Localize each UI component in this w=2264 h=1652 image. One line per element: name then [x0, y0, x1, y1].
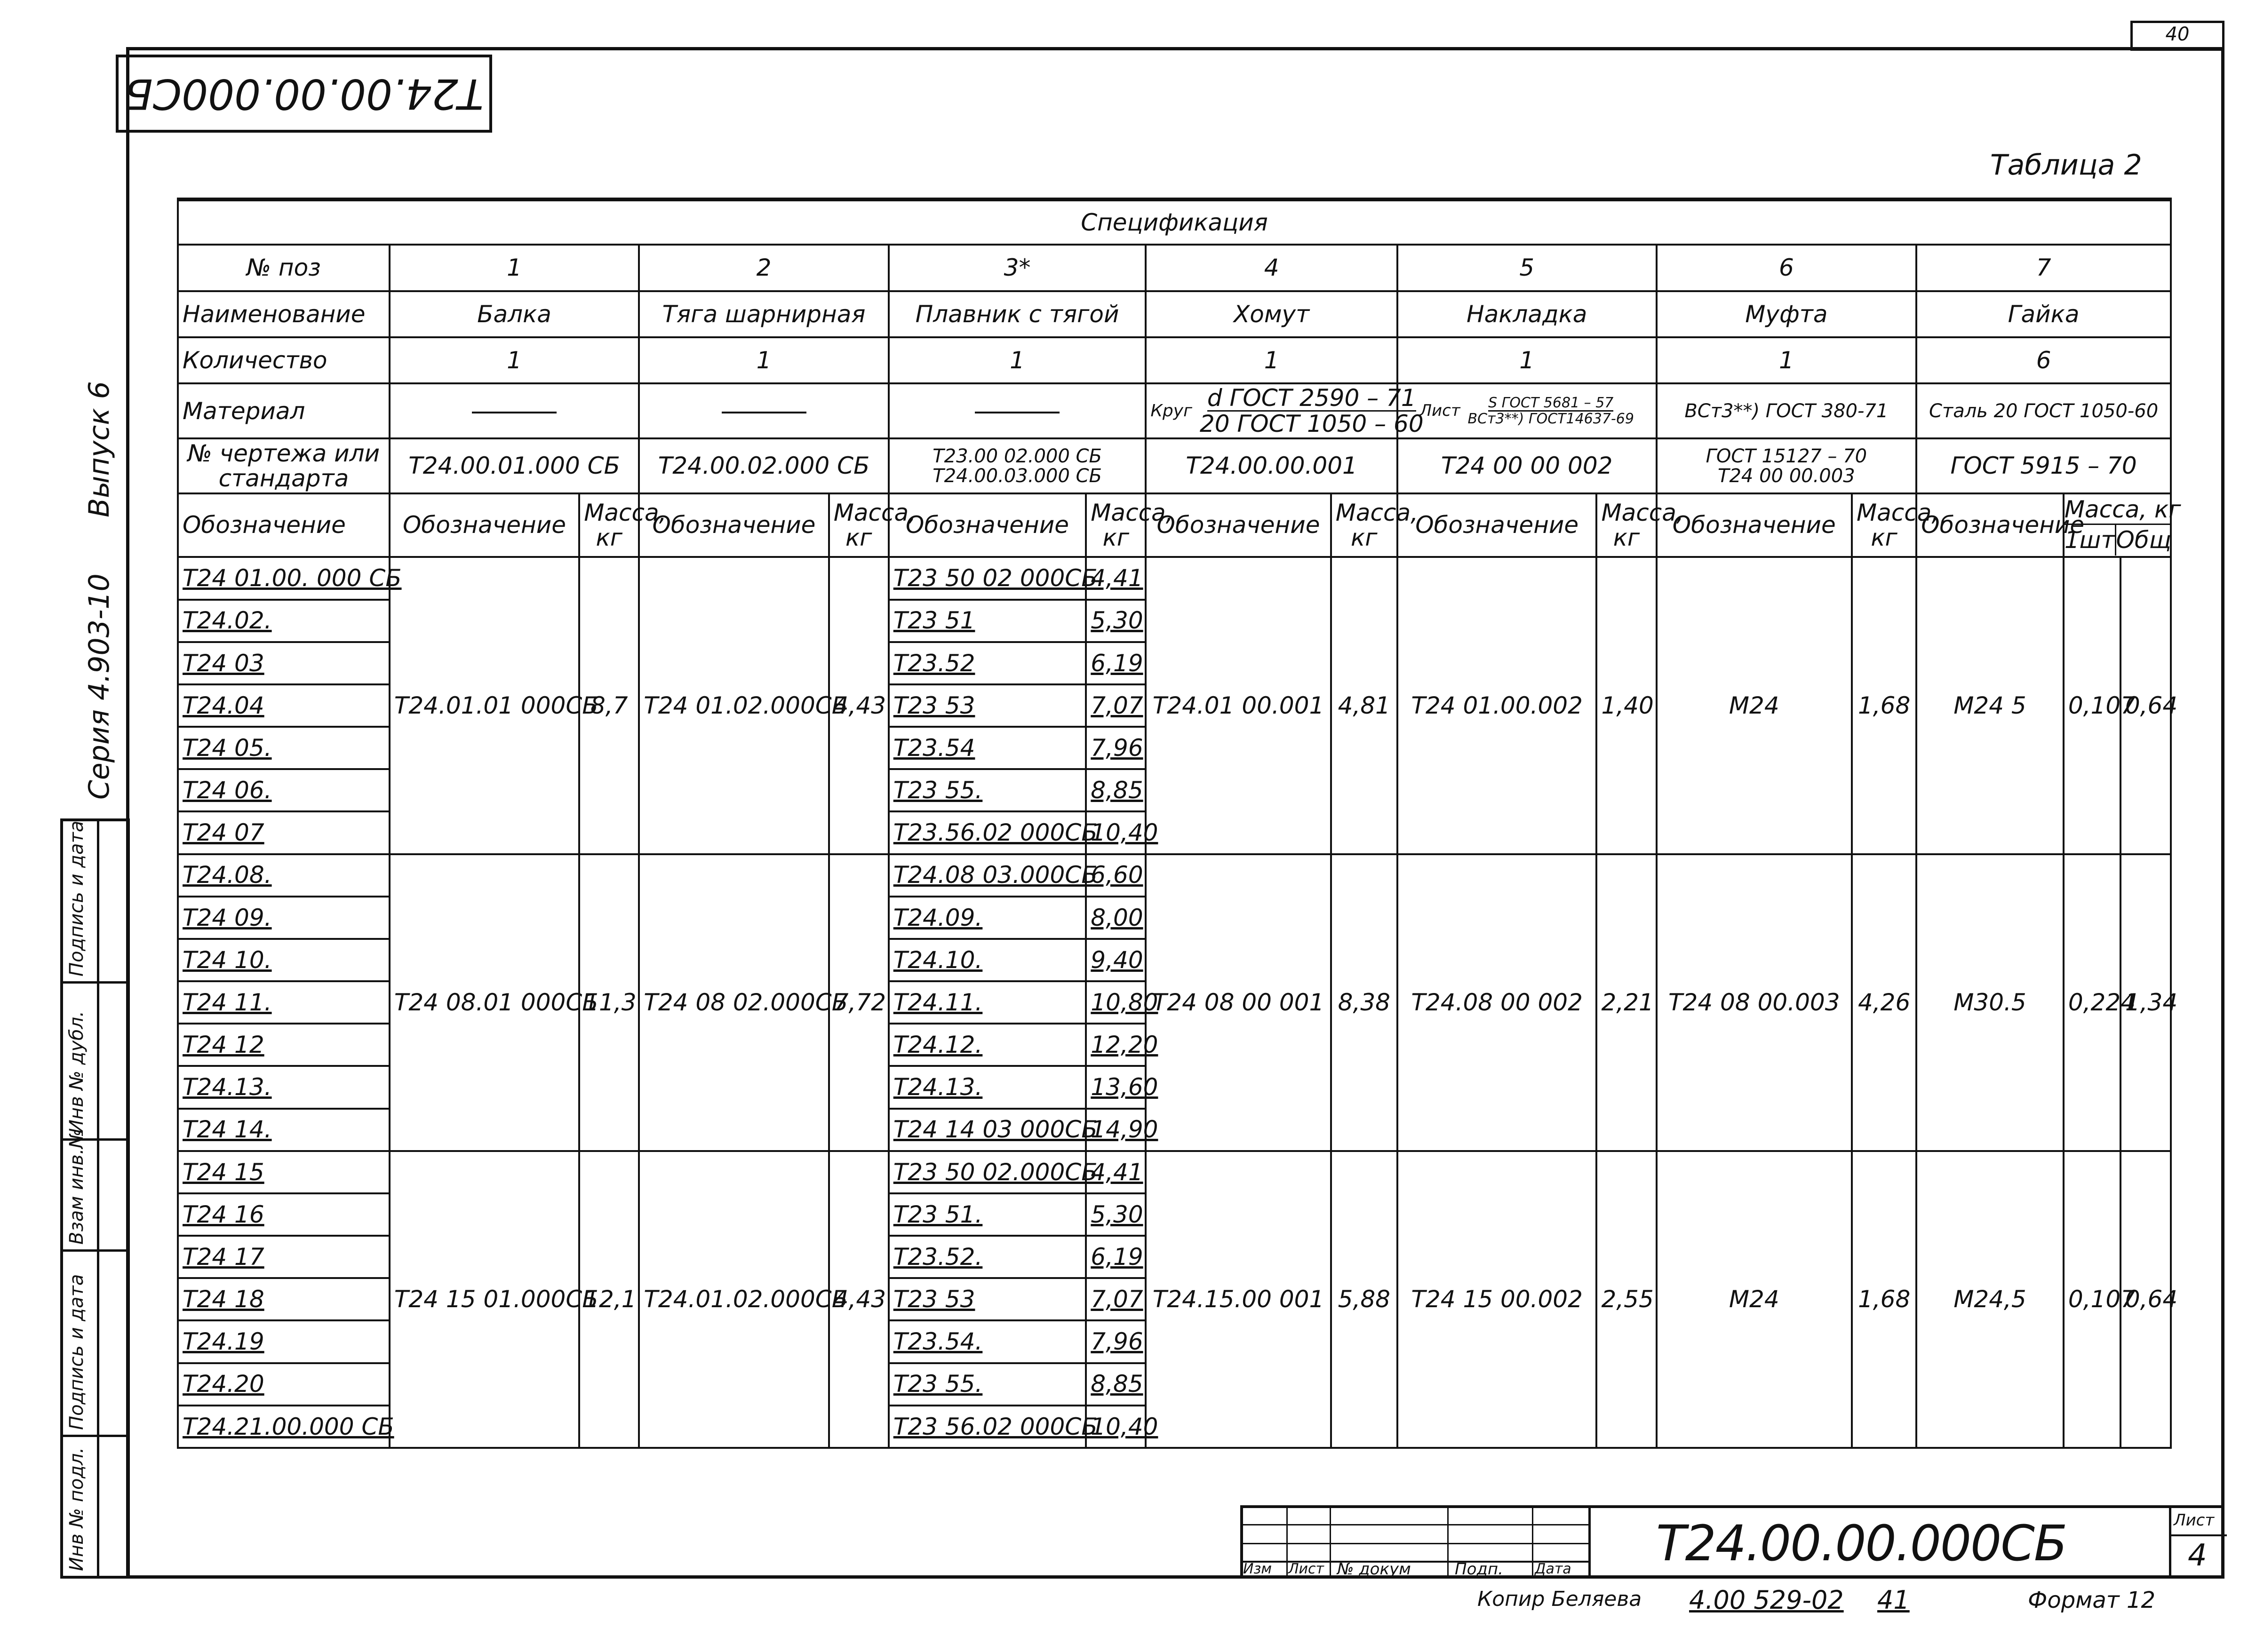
sub-des-4: Обозначение: [1146, 493, 1331, 557]
sub-mass-7: [2064, 493, 2181, 557]
p3-mass: 13,60: [1086, 1066, 1146, 1108]
qty-5: 1: [1397, 337, 1657, 383]
p3-mass: 7,07: [1086, 684, 1146, 727]
p3-designation: Т23 50 02.000СБ: [889, 1151, 1086, 1193]
p3-designation: Т24.12.: [889, 1024, 1086, 1066]
row-label-drawing: № чертежа или стандарта: [178, 438, 390, 493]
assembly-designation: Т24 09.: [178, 897, 390, 939]
sub-des-5: Обозначение: [1397, 493, 1597, 557]
assembly-designation: Т24.20: [178, 1363, 390, 1406]
material-4: [1146, 383, 1424, 438]
p2-designation: Т24 08 02.000СБ: [639, 854, 829, 1151]
drawing-4: Т24.00.00.001: [1146, 438, 1397, 493]
table-caption: Таблица 2: [1990, 149, 2142, 182]
page-number: 40: [2165, 24, 2190, 45]
table-row: [178, 557, 2171, 599]
p3-mass: 8,85: [1086, 1363, 1146, 1406]
material-4-prefix: Круг: [1150, 401, 1192, 421]
p3-designation: Т23 53: [889, 684, 1086, 727]
sub-mass-7-label: Масса, кг: [2065, 495, 2170, 525]
p7-mass-one: 0,107: [2064, 557, 2121, 854]
sub-des-6: Обозначение: [1657, 493, 1852, 557]
name-2: Тяга шарнирная: [639, 291, 888, 337]
table-row: [178, 854, 2171, 897]
assembly-designation: Т24 05.: [178, 727, 390, 769]
qty-3: 1: [889, 337, 1146, 383]
p3-designation: Т23.52: [889, 642, 1086, 684]
p3-mass: 6,60: [1086, 854, 1146, 897]
p2-designation: Т24.01.02.000СБ: [639, 1151, 829, 1448]
name-7: Гайка: [1916, 291, 2171, 337]
doc-ref-sub: 41: [1877, 1585, 1910, 1615]
p3-mass: 6,19: [1086, 642, 1146, 684]
drawing-3-b: Т24.00.03.000 СБ: [933, 465, 1102, 487]
side-field-replace-inv: Взам инв.№: [66, 1128, 88, 1245]
tb-label-list: Лист: [1288, 1561, 1324, 1577]
side-field-sign-2: Подпись и дата: [66, 820, 88, 977]
p7-designation: М24 5: [1916, 557, 2064, 854]
sub-des-2: Обозначение: [639, 493, 829, 557]
qty-4: 1: [1146, 337, 1397, 383]
p3-designation: Т23 50 02 000СБ: [889, 557, 1086, 599]
drawing-6-a: ГОСТ 15127 – 70: [1706, 445, 1867, 467]
p2-mass: 4,43: [829, 1151, 889, 1448]
p3-mass: 7,96: [1086, 1320, 1146, 1363]
row-label-name: Наименование: [178, 291, 390, 337]
p6-mass: 1,68: [1852, 557, 1916, 854]
p3-designation: Т23.54: [889, 727, 1086, 769]
doc-ref: 4.00 529-02: [1689, 1585, 1844, 1615]
row-label-material: Материал: [178, 383, 390, 438]
p3-mass: 9,40: [1086, 939, 1146, 981]
p1-designation: Т24 15 01.000СБ: [390, 1151, 579, 1448]
p1-mass: 8,7: [579, 557, 639, 854]
p4-designation: Т24.15.00 001: [1146, 1151, 1331, 1448]
p3-mass: 8,85: [1086, 769, 1146, 811]
qty-6: 1: [1657, 337, 1917, 383]
assembly-designation: Т24.21.00.000 СБ: [178, 1406, 390, 1448]
drawing-3-a: Т23.00 02.000 СБ: [933, 445, 1102, 467]
tb-label-date: Дата: [1535, 1561, 1571, 1577]
p3-mass: 12,20: [1086, 1024, 1146, 1066]
material-6: ВСт3**) ГОСТ 380-71: [1657, 383, 1917, 438]
material-4-top: d ГОСТ 2590 – 71: [1207, 384, 1416, 412]
p3-designation: Т24.10.: [889, 939, 1086, 981]
name-6: Муфта: [1657, 291, 1917, 337]
pos-1: 1: [390, 245, 639, 291]
drawing-5: Т24 00 00 002: [1397, 438, 1657, 493]
sub-mass-4: Масса, кг: [1331, 493, 1397, 557]
assembly-designation: Т24 01.00. 000 СБ: [178, 557, 390, 599]
assembly-designation: Т24.04: [178, 684, 390, 727]
sub-des-3: Обозначение: [889, 493, 1086, 557]
material-5-bottom: ВСт3**) ГОСТ14637-69: [1467, 411, 1634, 428]
assembly-designation: Т24 12: [178, 1024, 390, 1066]
p3-designation: Т23 56.02 000СБ: [889, 1406, 1086, 1448]
p7-mass-total: 0,64: [2121, 1151, 2171, 1448]
p2-designation: Т24 01.02.000СБ: [639, 557, 829, 854]
sheet-number: 4: [2188, 1538, 2207, 1573]
p3-mass: 7,96: [1086, 727, 1146, 769]
pos-5: 5: [1397, 245, 1657, 291]
assembly-designation: Т24.13.: [178, 1066, 390, 1108]
p3-mass: 4,41: [1086, 557, 1146, 599]
material-5-top: S ГОСТ 5681 – 57: [1488, 394, 1614, 411]
p5-mass: 1,40: [1596, 557, 1656, 854]
tb-label-izm: Изм: [1243, 1561, 1272, 1577]
assembly-designation: Т24 11.: [178, 981, 390, 1024]
row-label-designation: Обозначение: [178, 493, 390, 557]
p4-mass: 4,81: [1331, 557, 1397, 854]
p5-mass: 2,55: [1596, 1151, 1656, 1448]
series-label: Серия 4.903-10: [83, 573, 116, 800]
drawing-6-b: Т24 00 00.003: [1718, 465, 1855, 487]
p3-mass: 7,07: [1086, 1278, 1146, 1320]
sub-des-7: Обозначение: [1916, 493, 2064, 557]
p5-designation: Т24 15 00.002: [1397, 1151, 1597, 1448]
sub-mass-6: Масса, кг: [1852, 493, 1916, 557]
assembly-designation: Т24.02.: [178, 600, 390, 642]
assembly-designation: Т24 14.: [178, 1109, 390, 1151]
p2-mass: 4,43: [829, 557, 889, 854]
drawing-1: Т24.00.01.000 СБ: [390, 438, 639, 493]
drawing-3: [889, 438, 1146, 493]
copied-by: Копир Беляева: [1477, 1587, 1642, 1611]
format-label: Формат 12: [2028, 1587, 2156, 1613]
p6-designation: М24: [1657, 557, 1852, 854]
p7-designation: М24,5: [1916, 1151, 2064, 1448]
p3-mass: 4,41: [1086, 1151, 1146, 1193]
p3-designation: Т23 51: [889, 600, 1086, 642]
p7-mass-total: 1,34: [2121, 854, 2171, 1151]
p2-mass: 7,72: [829, 854, 889, 1151]
p3-mass: 5,30: [1086, 1193, 1146, 1236]
side-field-inv-dup: Инв № дубл.: [66, 1011, 88, 1134]
assembly-designation: Т24 18: [178, 1278, 390, 1320]
p3-designation: Т24.09.: [889, 897, 1086, 939]
qty-1: 1: [390, 337, 639, 383]
p3-designation: Т23 55.: [889, 1363, 1086, 1406]
p5-mass: 2,21: [1596, 854, 1656, 1151]
group-rows: [178, 557, 2178, 1448]
sub-mass-7-total: Общ: [2116, 526, 2171, 554]
p3-mass: 10,40: [1086, 811, 1146, 854]
p7-designation: М30.5: [1916, 854, 2064, 1151]
pos-4: 4: [1146, 245, 1397, 291]
assembly-designation: Т24 07: [178, 811, 390, 854]
assembly-designation: Т24 16: [178, 1193, 390, 1236]
p3-designation: Т24 14 03 000СБ: [889, 1109, 1086, 1151]
p3-designation: Т23.54.: [889, 1320, 1086, 1363]
material-5-prefix: Лист: [1419, 401, 1460, 420]
p4-designation: Т24.01 00.001: [1146, 557, 1331, 854]
p3-designation: Т23.56.02 000СБ: [889, 811, 1086, 854]
p1-mass: 12,1: [579, 1151, 639, 1448]
assembly-designation: Т24 06.: [178, 769, 390, 811]
material-2-dash: [639, 383, 888, 438]
p3-designation: Т23 55.: [889, 769, 1086, 811]
pos-2: 2: [639, 245, 888, 291]
assembly-designation: Т24 15: [178, 1151, 390, 1193]
p3-mass: 5,30: [1086, 600, 1146, 642]
p3-designation: Т23 53: [889, 1278, 1086, 1320]
material-1-dash: [390, 383, 639, 438]
name-1: Балка: [390, 291, 639, 337]
sub-mass-7-one: 1шт: [2065, 525, 2116, 556]
side-field-sign-1: Подпись и дата: [66, 1274, 88, 1430]
material-3-dash: [889, 383, 1146, 438]
drawing-2: Т24.00.02.000 СБ: [639, 438, 888, 493]
p3-mass: 8,00: [1086, 897, 1146, 939]
pos-6: 6: [1657, 245, 1917, 291]
row-label-qty: Количество: [178, 337, 390, 383]
sub-mass-3: Масса, кг: [1086, 493, 1146, 557]
sub-mass-1: Масса, кг: [579, 493, 639, 557]
p7-mass-total: 0,64: [2121, 557, 2171, 854]
row-label-pos: № поз: [178, 245, 390, 291]
material-4-bottom: 20 ГОСТ 1050 – 60: [1199, 410, 1424, 438]
name-5: Накладка: [1397, 291, 1657, 337]
p6-mass: 4,26: [1852, 854, 1916, 1151]
p3-designation: Т24.11.: [889, 981, 1086, 1024]
issue-label: Выпуск 6: [83, 381, 116, 517]
tb-label-doc: № докум: [1337, 1560, 1411, 1579]
assembly-designation: Т24.19: [178, 1320, 390, 1363]
p3-mass: 14,90: [1086, 1109, 1146, 1151]
name-4: Хомут: [1146, 291, 1397, 337]
p1-designation: Т24.01.01 000СБ: [390, 557, 579, 854]
p3-mass: 6,19: [1086, 1236, 1146, 1278]
p3-mass: 10,80: [1086, 981, 1146, 1024]
p3-designation: Т23.52.: [889, 1236, 1086, 1278]
p6-designation: Т24 08 00.003: [1657, 854, 1852, 1151]
sheet-label: Лист: [2174, 1511, 2215, 1530]
p5-designation: Т24.08 00 002: [1397, 854, 1597, 1151]
assembly-designation: Т24 10.: [178, 939, 390, 981]
name-3: Плавник с тягой: [889, 291, 1146, 337]
p1-designation: Т24 08.01 000СБ: [390, 854, 579, 1151]
p7-mass-one: 0,107: [2064, 1151, 2121, 1448]
p6-designation: М24: [1657, 1151, 1852, 1448]
p5-designation: Т24 01.00.002: [1397, 557, 1597, 854]
drawing-7: ГОСТ 5915 – 70: [1916, 438, 2171, 493]
sub-des-1: Обозначение: [390, 493, 579, 557]
p4-mass: 5,88: [1331, 1151, 1397, 1448]
pos-7: 7: [1916, 245, 2171, 291]
title-block-code: Т24.00.00.000СБ: [1656, 1515, 2067, 1572]
p1-mass: 11,3: [579, 854, 639, 1151]
p3-mass: 10,40: [1086, 1406, 1146, 1448]
assembly-designation: Т24 03: [178, 642, 390, 684]
p4-designation: Т24 08 00 001: [1146, 854, 1331, 1151]
pos-3: 3*: [889, 245, 1146, 291]
qty-7: 6: [1916, 337, 2171, 383]
tb-label-sign: Подп.: [1455, 1560, 1503, 1579]
assembly-designation: Т24.08.: [178, 854, 390, 897]
material-7: Сталь 20 ГОСТ 1050-60: [1916, 383, 2171, 438]
p3-designation: Т23 51.: [889, 1193, 1086, 1236]
sub-mass-2: Масса, кг: [829, 493, 889, 557]
p7-mass-one: 0,224: [2064, 854, 2121, 1151]
p3-designation: Т24.13.: [889, 1066, 1086, 1108]
p6-mass: 1,68: [1852, 1151, 1916, 1448]
drawing-6: [1657, 438, 1917, 493]
p3-designation: Т24.08 03.000СБ: [889, 854, 1086, 897]
material-5: [1397, 383, 1657, 438]
side-field-inv-orig: Инв № подл.: [66, 1447, 88, 1571]
p4-mass: 8,38: [1331, 854, 1397, 1151]
assembly-designation: Т24 17: [178, 1236, 390, 1278]
sub-mass-5: Масса, кг: [1596, 493, 1656, 557]
table-row: [178, 1151, 2171, 1193]
stamp-code: Т24.00.00.000СБ: [124, 70, 484, 118]
specification-table: [177, 198, 2181, 1449]
qty-2: 1: [639, 337, 888, 383]
spec-title: Спецификация: [178, 199, 2171, 245]
